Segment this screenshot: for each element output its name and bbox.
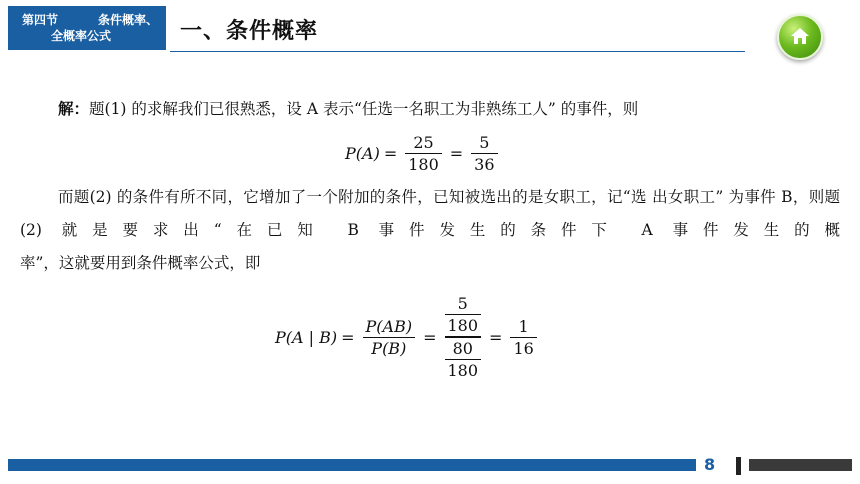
section-label [8, 6, 166, 50]
page-number: 8 [704, 455, 716, 474]
fraction-bar [363, 337, 416, 338]
eq1-fraction-2 [471, 133, 497, 174]
eq2-result-numerator: 1 [518, 316, 529, 336]
eq1-fraction-1 [405, 133, 442, 174]
solution-text-2-line1: 而题(2) 的条件有所不同，它增加了一个附加的条件，已知被选出的是女职工，记“选 [58, 188, 647, 206]
section-topic-line2: 全概率公式 [50, 29, 111, 43]
page-title: 一、条件概率 [180, 19, 319, 44]
eq1-equals-1: = [383, 143, 398, 163]
eq2-result-denominator: 16 [513, 338, 534, 358]
equation-conditional-probability [275, 287, 541, 387]
eq2-inner-den-num: 80 [452, 338, 473, 358]
eq2-compound-denominator [445, 339, 482, 380]
eq2-equals-2: = [423, 327, 437, 347]
fraction-bar [405, 153, 442, 154]
home-icon [790, 26, 810, 46]
solution-lead: 解： [58, 100, 90, 118]
equation-probability-a [345, 130, 502, 176]
home-button[interactable] [777, 14, 823, 60]
fraction-bar [471, 153, 497, 154]
main-fraction-bar [445, 336, 482, 338]
footer-bar [8, 459, 696, 471]
eq1-frac2-numerator: 5 [479, 132, 490, 152]
solution-text-2-line2: 出女职工” 为事件 B，则题(2) 就是要求出“在已知 B 事件发生的条件下 A 事件发生的概 [20, 188, 841, 239]
eq2-compound-numerator [445, 294, 482, 335]
eq2-inner-den-den: 180 [447, 360, 479, 380]
fraction-bar [445, 314, 482, 315]
section-number: 第四节 [22, 13, 59, 27]
eq1-lhs: P(A) [345, 143, 380, 163]
section-topic-line1: 条件概率、 [97, 13, 158, 27]
eq1-frac1-numerator: 25 [413, 132, 434, 152]
eq2-compound-fraction [445, 294, 482, 380]
eq1-frac2-denominator: 36 [474, 154, 495, 174]
eq2-equals-3: = [489, 327, 503, 347]
footer-dark-bar [749, 459, 852, 471]
eq2-inner-num-den: 180 [447, 316, 479, 336]
eq2-fraction-formula [363, 317, 416, 358]
eq2-frac1-numerator: P(AB) [365, 316, 413, 336]
fraction-bar [445, 359, 482, 360]
eq2-equals-1: = [341, 327, 355, 347]
eq1-equals-2: = [449, 143, 464, 163]
eq2-result-fraction [510, 317, 536, 358]
fraction-bar [510, 337, 536, 338]
solution-paragraph-2 [20, 181, 840, 280]
eq2-lhs: P(A | B) [275, 327, 338, 347]
solution-text-1: 题(1) 的求解我们已很熟悉，设 A 表示“任选一名职工为非熟练工人” 的事件，则 [89, 100, 639, 118]
solution-paragraph-1 [20, 93, 840, 126]
eq2-frac1-denominator: P(B) [371, 338, 407, 358]
eq1-frac1-denominator: 180 [408, 154, 439, 174]
eq2-inner-num-num: 5 [457, 294, 468, 314]
footer-separator [736, 457, 741, 475]
title-divider [170, 51, 745, 52]
solution-text-2-line3: 率”，这就要用到条件概率公式，即 [20, 254, 261, 272]
